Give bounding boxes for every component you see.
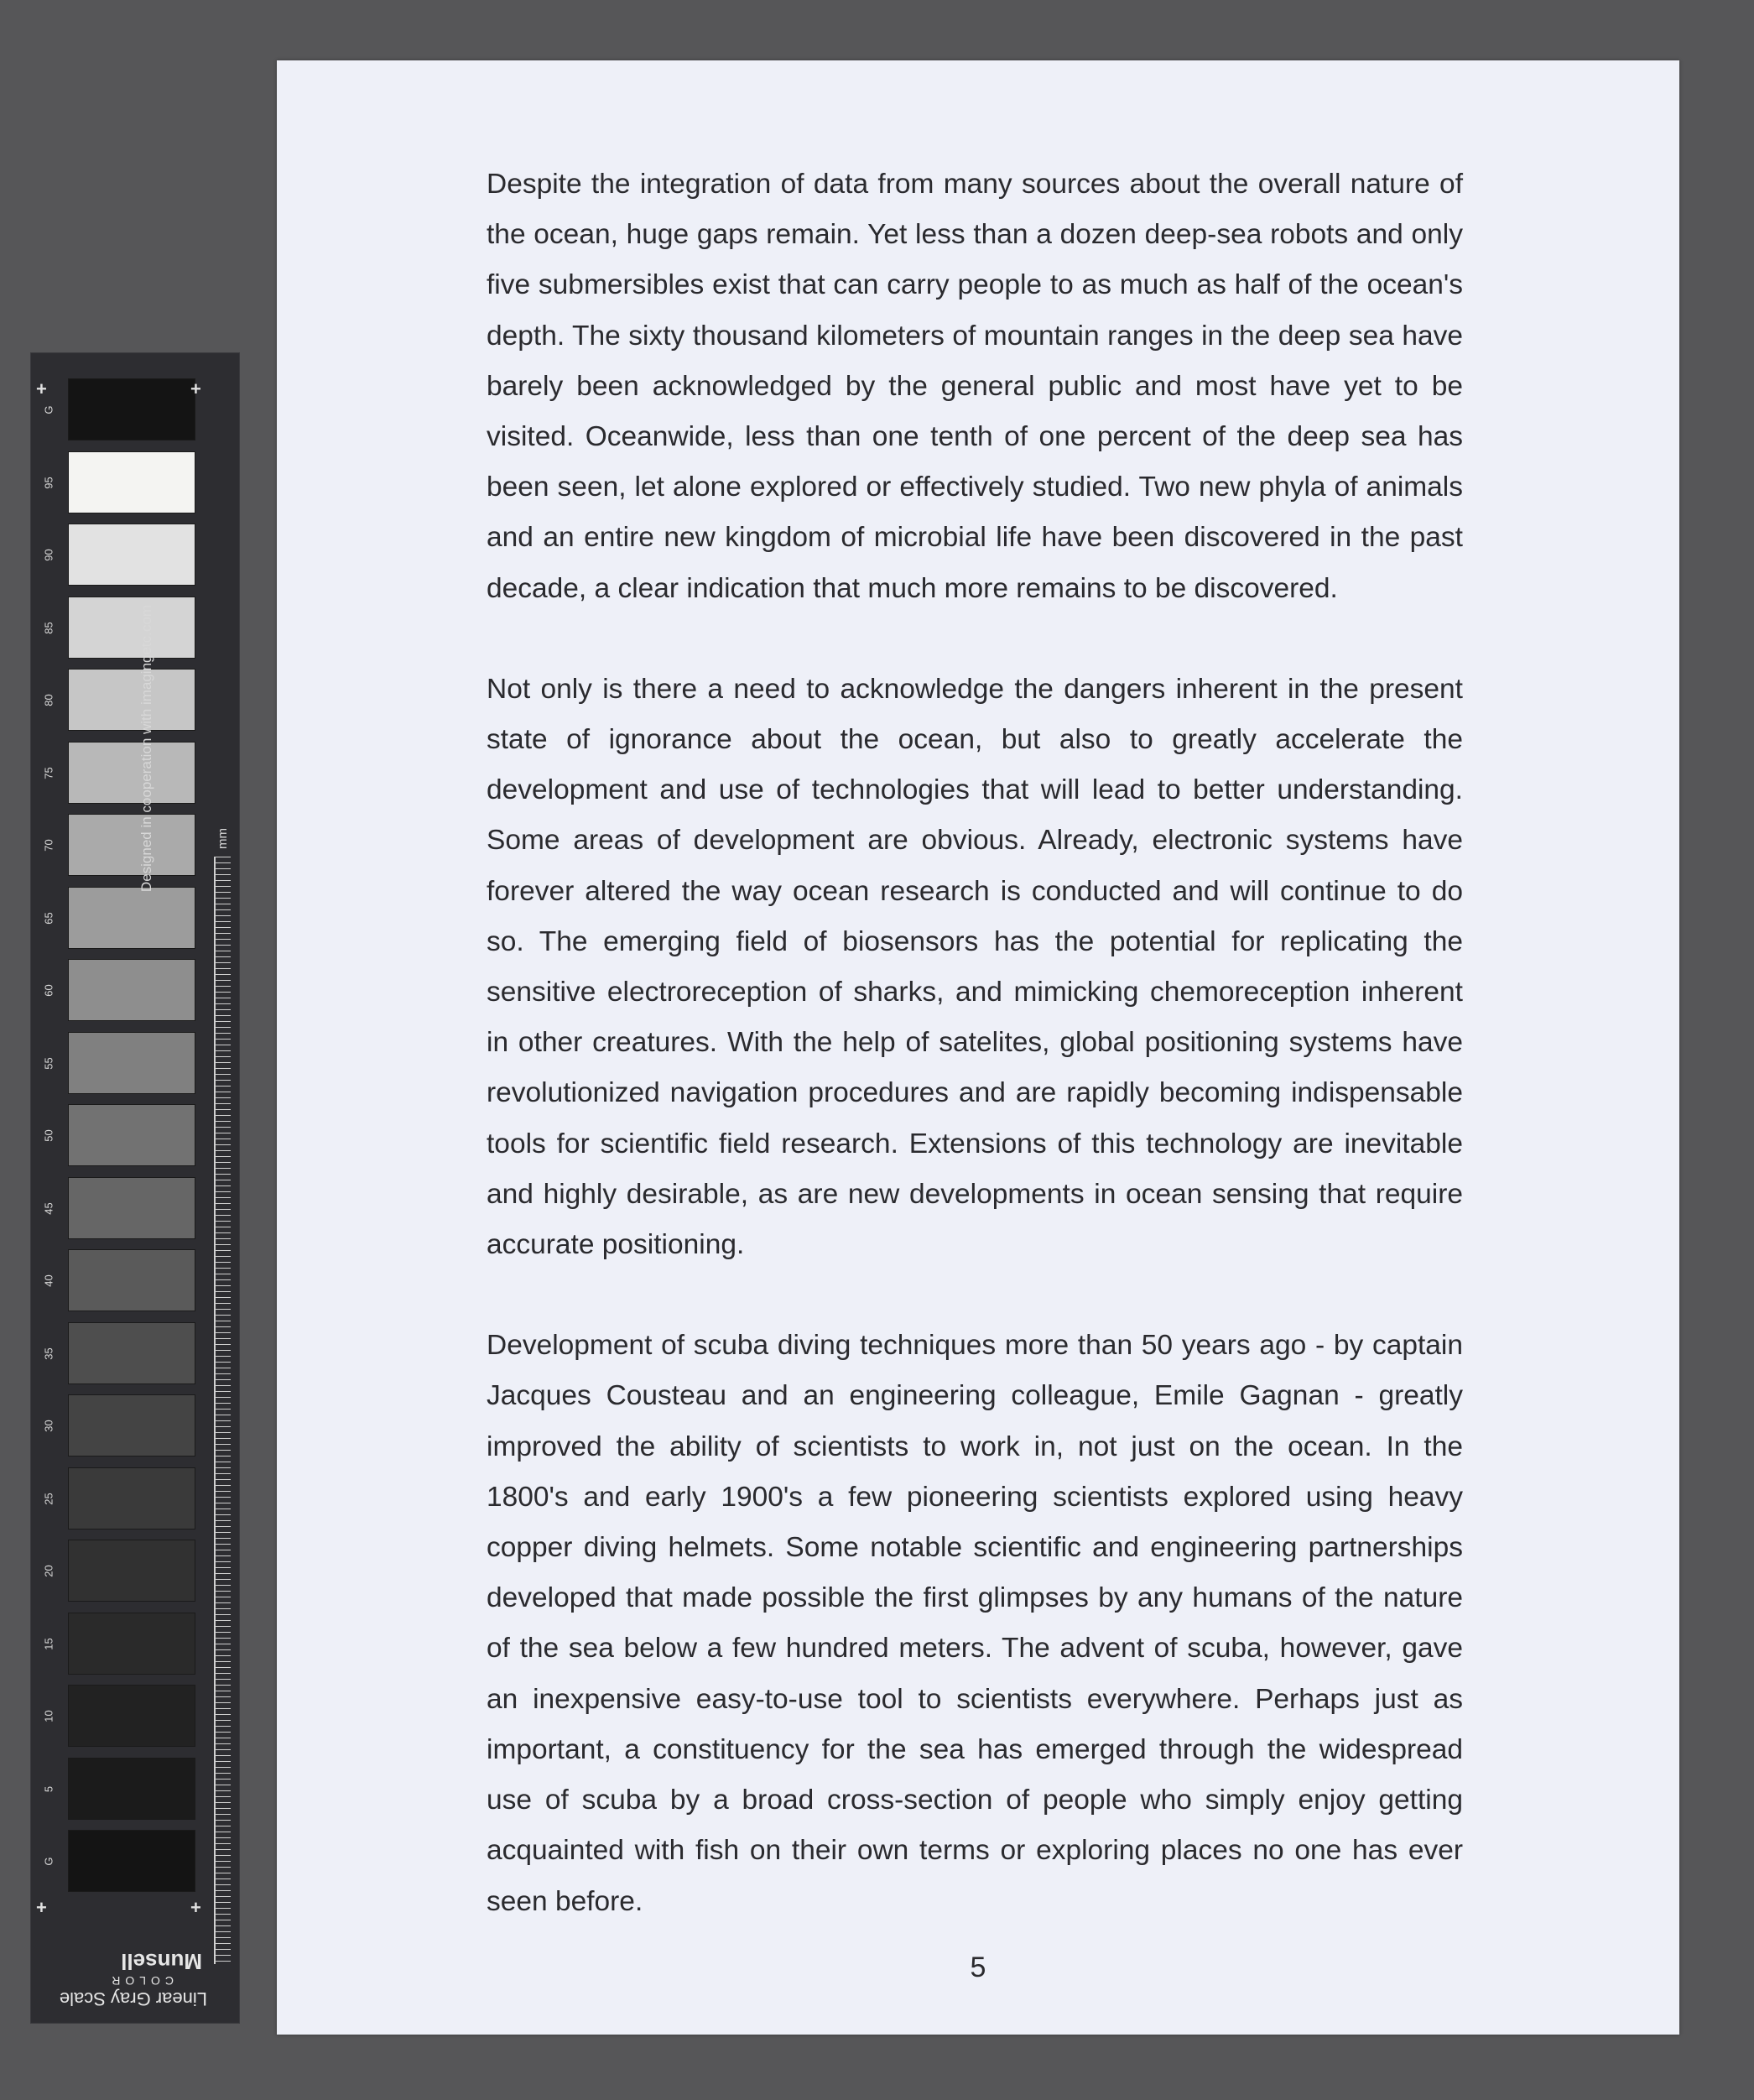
gray-scale-card [30, 352, 240, 2024]
registration-mark-icon: + [190, 1897, 201, 1918]
gray-patch [68, 1758, 195, 1820]
gray-patch [68, 1104, 195, 1166]
gray-patch-label: 5 [42, 1785, 55, 1792]
gray-patch-label: 85 [42, 621, 55, 634]
gray-patch-label: 95 [42, 476, 55, 489]
gray-patch-label: 25 [42, 1492, 55, 1505]
body-text [487, 159, 1463, 1978]
gray-patch [68, 1322, 195, 1384]
gray-patch [68, 1032, 195, 1094]
paragraph-3: Development of scuba diving techniques more than 50 years ago - by captain Jacques Cousteau and an engineering colleague, Emile Gagnan - greatly improved the ability of scientists to work in, not just on the ocean. In the 1800's and early 1900's a few pioneering scientists explored using heavy copper diving helmets. Some notable scientific and engineering partnerships developed that made possible the first glimpses by any humans of the nature of the sea below a few hundred meters. The advent of scuba, however, gave an inexpensive easy-to-use tool to scientists everywhere. Perhaps just as important, a constituency for the sea has emerged through the widespread use of scuba by a broad cross-section of people who simply enjoy getting acquainted with fish on their own terms or exploring places no one has ever seen before. [487, 1330, 1463, 1917]
document-page [277, 60, 1679, 2035]
scale-title: Linear Gray Scale [59, 1988, 207, 2009]
gray-patch-label: 75 [42, 766, 55, 779]
brand-sub: COLOR [107, 1974, 174, 1988]
gray-patch-label: 40 [42, 1274, 55, 1287]
gray-patch-label: 60 [42, 984, 55, 997]
gray-patch [68, 1613, 195, 1675]
mm-ruler [214, 857, 231, 1964]
gray-patch [68, 1467, 195, 1529]
brand-logo [48, 1931, 224, 2014]
gray-patch [68, 959, 195, 1021]
gray-patch [68, 1177, 195, 1239]
brand-name: Munsell [121, 1949, 202, 1974]
paragraph-1: Despite the integration of data from many sources about the overall nature of the ocean, huge gaps remain. Yet less than a dozen deep-sea robots and only five submersibles exist that can carry people to as much as half of the ocean's depth. The sixty thousand kilometers of mountain ranges in the deep sea have barely been acknowledged by the general public and most have yet to be visited. Oceanwide, less than one tenth of one percent of the deep sea has been seen, let alone explored or effectively studied. Two new phyla of animals and an entire new kingdom of microbial life have been discovered in the past decade, a clear indication that much more remains to be discovered. [487, 169, 1463, 604]
gray-patch-label: 20 [42, 1565, 55, 1577]
gray-patch-label: 90 [42, 549, 55, 561]
gray-patch [68, 524, 195, 586]
gray-patch-label: 10 [42, 1710, 55, 1722]
gray-patch-label: 65 [42, 911, 55, 925]
gray-patch-label: 50 [42, 1129, 55, 1142]
gray-patch [68, 597, 195, 659]
gray-patch [68, 887, 195, 949]
gray-patch [68, 451, 195, 513]
registration-mark-icon: + [36, 378, 47, 399]
paragraph-2: Not only is there a need to acknowledge the dangers inherent in the present state of ignorance about the ocean, but also to greatly accelerate the development and use of technologies that will lead to better understanding. Some areas of development are obvious. Already, electronic systems have forever altered the way ocean research is conducted and will continue to do so. The emerging field of biosensors has the potential for replicating the sensitive electroreception of sharks, and mimicking chemoreception inherent in other creatures. With the help of satelites, global positioning systems have revolutionized navigation procedures and are rapidly becoming indispensable tools for scientific field research. Extensions of this technology are inevitable and highly desirable, as are new developments in ocean sensing that require accurate positioning. [487, 673, 1463, 1261]
gray-patch [68, 742, 195, 804]
gray-patch-label: 15 [42, 1637, 55, 1650]
gray-patch-label: 30 [42, 1420, 55, 1432]
gray-patch-label: 55 [42, 1056, 55, 1070]
gray-patch-label: 80 [42, 694, 55, 706]
gray-patch-label: G [42, 405, 55, 414]
page-number: 5 [970, 1951, 986, 1983]
gray-patch [68, 1830, 195, 1892]
registration-mark-icon: + [190, 378, 201, 399]
gray-patch [68, 378, 195, 440]
gray-patch [68, 1685, 195, 1747]
gray-patch-label: 35 [42, 1347, 55, 1360]
mm-label: mm [216, 828, 230, 849]
gray-patch [68, 669, 195, 731]
designed-credit: Designed in cooperation with imagingetc.com [138, 605, 154, 893]
gray-patch [68, 1394, 195, 1456]
registration-mark-icon: + [36, 1897, 47, 1918]
gray-patch [68, 1540, 195, 1602]
gray-patch [68, 814, 195, 876]
gray-patch-label: 70 [42, 839, 55, 852]
gray-patch [68, 1249, 195, 1311]
gray-patch-label: G [42, 1857, 55, 1866]
gray-patch-label: 45 [42, 1201, 55, 1215]
